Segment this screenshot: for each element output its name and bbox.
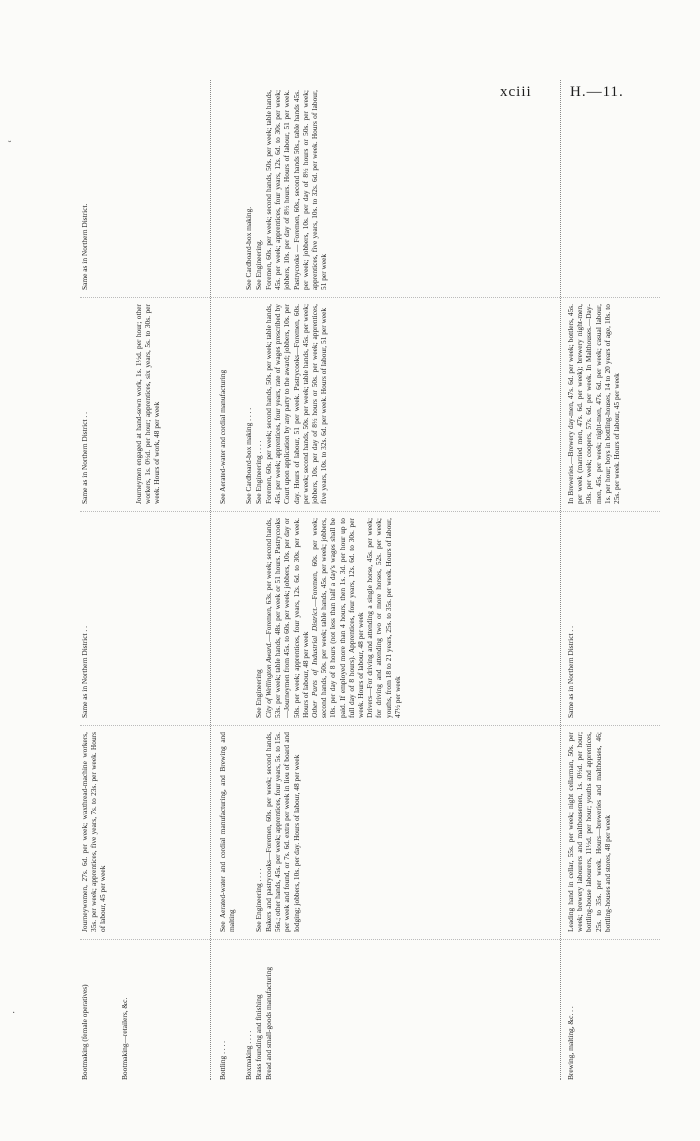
margin-mark: ˘ [8, 140, 12, 151]
canterbury-district-cell: Journeymen engaged at hand-sewn work, 1s. 1½d. per hour; other workers, 1s. 0½d. per hour; apprentices, six years, 5s. to 30s. per week. Hours of work, 48 per week [134, 304, 162, 504]
award-text: Drivers—For driving and attending a single horse, 45s. per week; for driving and attending two or more horses, 52s. per week; youths, from 18 to 21 years, 25s. to 35s. per week. Hours of labour, 47½ per week [365, 518, 402, 718]
award-heading: Other Parts of Industrial District. [310, 606, 320, 718]
award-text: —Foremen, 60s. per week; second hands, 50s. per week; table hands, 45s. per week; jobbers, 10s. per day of 8 hours (not less than half a day's wages shall be paid. If employed more than 4 hours, then 1s. 3d. per hour up to full day of 8 hours). Apprentices, four years, 12s. 6d. to 30s. per week. Hours of labour, 48 per week [310, 518, 366, 718]
northern-district-cell: Journeywomen, 27s. 6d. per week; waxthread-machine workers, 35s. per week; apprentices, five years, 7s. to 23s. per week. Hours of labour, 45 per week [80, 732, 108, 932]
award-heading: City of Wellington Award. [264, 641, 273, 718]
northern-district-cell: See Aerated-water and cordial manufacturing, and Brewing and malting [218, 732, 237, 932]
industry-cell: Bootmaking (female operatives) [80, 984, 89, 1080]
wellington-district-cell: See Engineering [254, 669, 263, 718]
industry-cell: Bootmaking—retailers, &c. [120, 997, 129, 1080]
canterbury-district-cell: See Aerated-water and cordial manufacturing [218, 369, 227, 504]
otago-district-cell: See Cardboard-box making. [244, 206, 253, 290]
northern-district-cell: Leading hand in cellar, 55s. per week; night cellarman, 50s. per week; brewery labourers and malthousemen, 1s. 0½d. per hour; bottling-house labourers, 11½d. per hour; youths and apprentices, 25s. to 35s. per week. Hours—breweries and malthouses, 46; bottling-houses and stores, 48 per week [566, 732, 612, 932]
industry-cell: Brewing, malting, &c. . . [566, 1006, 575, 1080]
rotated-wages-table [80, 80, 660, 1080]
canterbury-district-cell: Foremen, 60s. per week; second hands, 50s. per week; table hands, 45s. per week; apprentices, four years, rate of wages prescribed by Court upon application by any party to the award; jobbers, 10s. per day. Hours of labour, 51 per week. Pastrycooks—Foremen, 60s. per week; second hands, 50s. per week; table hands, 45s. per week; jobbers, 10s. per day of 8½ hours or 50s. per week; apprentices, five years, 10s. to 32s. 6d. per week. Hours of labour, 51 per week [264, 304, 329, 504]
wellington-district-cell: Same as in Northern District . . [566, 626, 575, 718]
canterbury-district-cell: In Breweries.—Brewery day-men, 47s. 6d. per week; bottlers, 45s. per week (married men, 47s. 6d. per week); brewery night-men, 50s. per week; coopers, 57s. 6d. per week. In Malthouses.—Day-men, 45s. per week; night-men, 47s. 6d. per week; casual labour, 1s. per hour; boys in bottling-houses, 14 to 20 years of age, 10s. to 25s. per week. Hours of labour, 45 per week [566, 304, 622, 504]
industry-cell: Bread and small-goods manufacturing [264, 966, 273, 1080]
award-text: —Foremen, 63s. per week; second hands, 53s. per week; table hands, 48s. per week or 51 hours. Pastrycooks—Journeymen from 45s. to 60s. per week; jobbers, 10s. per day or 50s. per week; apprentices, four years, 12s. 6d. to 30s. per week. Hours of labour, 48 per week [264, 518, 310, 718]
wellington-district-cell [264, 518, 402, 718]
table-row [120, 80, 160, 1080]
page-number: xciii [500, 84, 532, 100]
northern-district-cell: Bakers and pastrycooks—Foremen, 60s. per week; second hands, 56s.; other hands, 45s. per week; apprentices, four years, 5s. to 15s. per week and found, or 7s. 6d. extra per week in lieu of board and lodging; jobbers, 10s. per day. Hours of labour, 48 per week [264, 732, 301, 932]
canterbury-district-cell: See Engineering . . . . [254, 440, 263, 504]
wellington-district-cell: Same as in Northern District . . [80, 626, 89, 718]
table-row [264, 80, 564, 1080]
otago-district-cell: Foremen, 60s. per week; second hands, 50s. per week; table hands, 45s. per week; apprentices, four years, 12s. 6d. to 30s. per week; jobbers, 10s. per day of 8½ hours. Hours of labour, 51 per week. Pastrycooks — Foremen, 60s., second hands 50s., table hands 45s. per week; jobbers, 10s. per day of 8½ hours or 50s. per week; apprentices, five years, 10s. to 32s. 6d. per week. Hours of labour, 51 per week [264, 90, 329, 290]
otago-district-cell: See Engineering. [254, 239, 263, 290]
canterbury-district-cell: Same as in Northern District . . [80, 412, 89, 504]
canterbury-district-cell: See Cardboard-box making . . . . [244, 407, 253, 504]
industry-cell: Boxmaking . . . . [244, 1030, 253, 1080]
industry-cell: Brass founding and finishing [254, 994, 263, 1080]
series-number: H.—11. [570, 84, 624, 100]
table-row [566, 80, 660, 1080]
otago-district-cell: Same as in Northern District. [80, 203, 89, 290]
table-row [218, 80, 240, 1080]
industry-cell: Bottling . . . . [218, 1040, 227, 1080]
margin-mark: · [12, 1008, 16, 1019]
northern-district-cell: See Engineering . . . . [254, 868, 263, 932]
